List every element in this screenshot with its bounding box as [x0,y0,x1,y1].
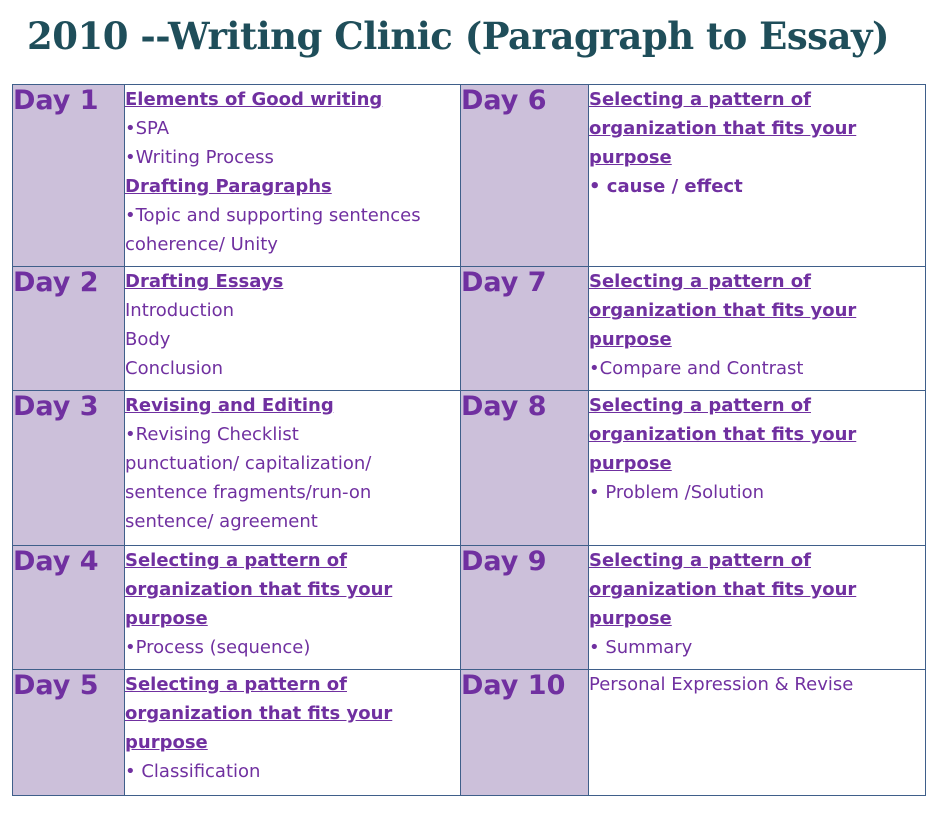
day-label: Day 10 [461,670,589,796]
day-label: Day 8 [461,391,589,546]
day-label: Day 5 [13,670,125,796]
topic-heading: Drafting Paragraphs [125,176,332,197]
topic-item: •SPA [125,118,170,139]
day-label: Day 7 [461,267,589,391]
day-label: Day 4 [13,546,125,670]
topic-heading: Selecting a pattern of [125,674,347,695]
topic-item: •Writing Process [125,147,274,168]
topic-heading: purpose [589,147,672,168]
day-content [589,546,926,670]
topic-heading: Selecting a pattern of [589,271,811,292]
topic-item: Personal Expression & Revise [589,674,854,695]
topic-item: sentence fragments/run-on [125,482,372,503]
topic-item: Introduction [125,300,235,321]
schedule-body [13,85,926,796]
schedule-row [13,546,926,670]
topic-item: •Revising Checklist [125,424,299,445]
day-content [589,267,926,391]
topic-item: •Process (sequence) [125,637,311,658]
topic-item: • Classification [125,761,261,782]
topic-heading: organization that fits your [589,118,857,139]
topic-heading: Selecting a pattern of [125,550,347,571]
topic-item: • Summary [589,637,693,658]
topic-heading: organization that fits your [125,703,393,724]
topic-heading: Selecting a pattern of [589,550,811,571]
day-label: Day 3 [13,391,125,546]
day-label: Day 2 [13,267,125,391]
topic-heading: organization that fits your [589,424,857,445]
topic-heading: Selecting a pattern of [589,395,811,416]
topic-item: •Compare and Contrast [589,358,804,379]
topic-heading: Selecting a pattern of [589,89,811,110]
day-label: Day 6 [461,85,589,267]
topic-heading: Drafting Essays [125,271,284,292]
topic-heading: purpose [125,608,208,629]
topic-item: sentence/ agreement [125,511,318,532]
schedule-row [13,85,926,267]
day-label: Day 1 [13,85,125,267]
topic-heading: organization that fits your [589,579,857,600]
topic-item: Conclusion [125,358,224,379]
day-content [125,85,461,267]
day-content [125,391,461,546]
day-content [589,391,926,546]
topic-item: • cause / effect [589,176,743,197]
topic-heading: purpose [589,453,672,474]
day-content [125,546,461,670]
schedule-row [13,670,926,796]
topic-item: punctuation/ capitalization/ [125,453,372,474]
topic-heading: Revising and Editing [125,395,334,416]
topic-heading: organization that fits your [125,579,393,600]
topic-item: Body [125,329,171,350]
topic-heading: organization that fits your [589,300,857,321]
schedule-row [13,391,926,546]
day-content [125,267,461,391]
topic-heading: purpose [589,329,672,350]
page-title: 2010 --Writing Clinic (Paragraph to Essay) [27,14,889,58]
topic-heading: purpose [125,732,208,753]
day-content [125,670,461,796]
topic-heading: purpose [589,608,672,629]
day-label: Day 9 [461,546,589,670]
day-content [589,85,926,267]
topic-heading: Elements of Good writing [125,89,383,110]
schedule-row [13,267,926,391]
day-content [589,670,926,796]
topic-item: • Problem /Solution [589,482,765,503]
schedule-table [12,84,926,796]
topic-item: •Topic and supporting sentences [125,205,421,226]
topic-item: coherence/ Unity [125,234,278,255]
